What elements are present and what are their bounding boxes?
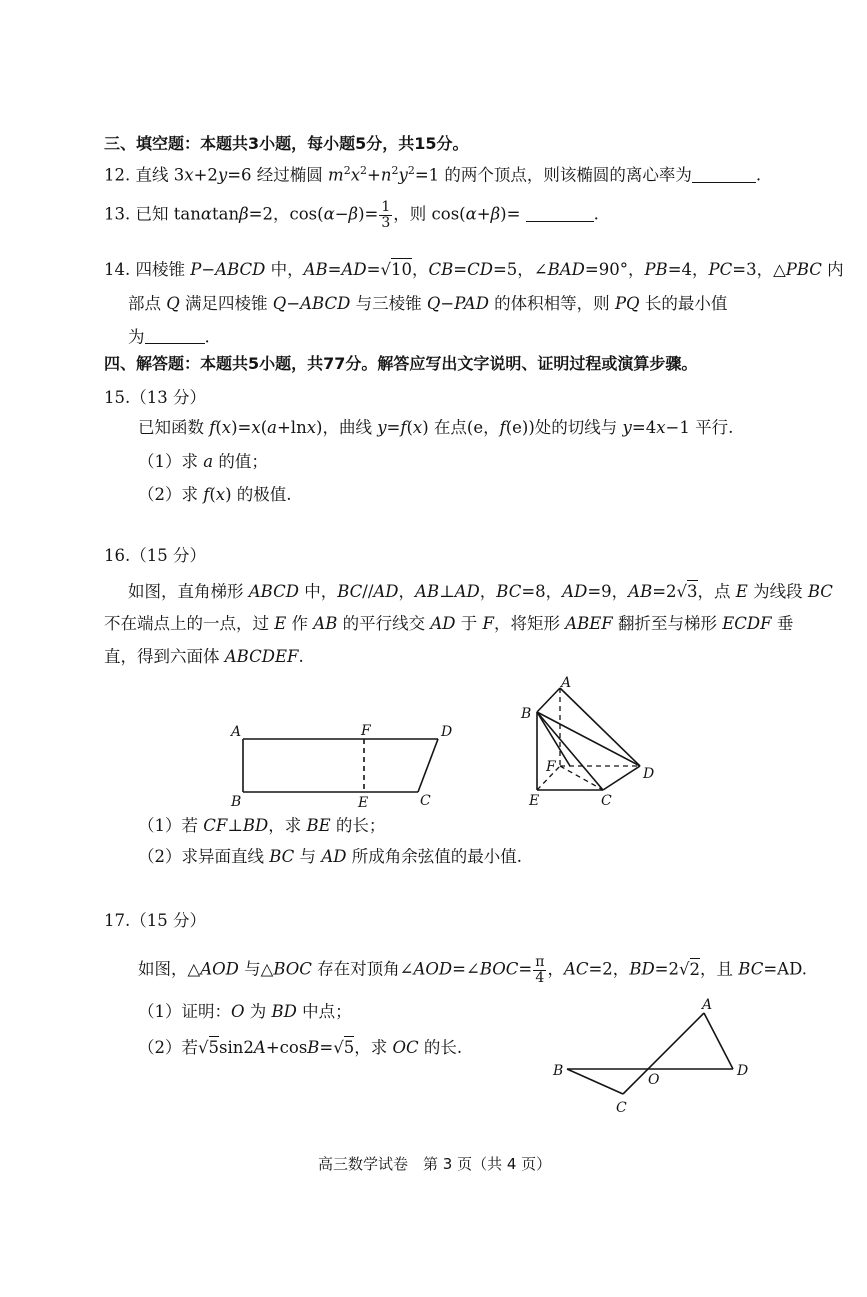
question-16-stem-line-2: 不在端点上的一点，过 E 作 AB 的平行线交 AD 于 F，将矩形 ABEF 翻折至与梯形 ECDF 垂 (104, 614, 794, 633)
label-B: B (231, 794, 242, 810)
question-15-stem: 已知函数 f(x)=x(a+lnx)，曲线 y=f(x) 在点(e，f(e))处的切线与 y=4x−1 平行. (138, 418, 734, 437)
question-17-stem: 如图，△AOD 与△BOC 存在对顶角∠AOD=∠BOC= $\frac{\pi}{4}$ ，AC=2，BD=2√2，且 BC=AD. (138, 954, 807, 986)
section-answer-heading: 四、解答题：本题共5小题，共77分。解答应写出文字说明、证明过程或演算步骤。 (104, 354, 698, 373)
label-B: B (553, 1063, 564, 1079)
question-15-part-2: （2）求 f(x) 的极值. (138, 485, 292, 504)
question-16-stem-line-1: 如图，直角梯形 ABCD 中，BC//AD，AB⊥AD，BC=8，AD=9，AB=2√3，点 E 为线段 BC (128, 582, 833, 601)
fraction-pi-over-4: $\frac{\pi}{4}$ (535, 954, 545, 986)
question-12: 12. 直线 3x+2y=6 经过椭圆 $m^2x^2+n^2y^2=1$ 的两个顶点，则该椭圆的离心率为 . (104, 164, 762, 185)
fraction-one-third: $\frac{1}{3}$ (381, 199, 391, 231)
question-14-line-3: 为 . (128, 327, 210, 347)
question-14-line-1: 14. 四棱锥 P−ABCD 中，AB=AD=√10，CB=CD=5，∠BAD=90°，PB=4，PC=3，△PBC 内 (104, 260, 844, 279)
question-16-part-1: （1）若 CF⊥BD，求 BE 的长； (138, 816, 386, 835)
label-D: D (737, 1063, 749, 1079)
segment-AD (704, 1013, 733, 1069)
question-17-heading: 17.（15 分） (104, 911, 206, 930)
label-F: F (361, 723, 371, 739)
label-D: D (441, 724, 453, 740)
question-13: 13. 已知 tanαtanβ=2，cos(α−β)= $\frac{1}{3}$ ，则 cos(α+β)= . (104, 199, 599, 231)
question-16-heading: 16.（15 分） (104, 546, 206, 565)
label-C: C (616, 1100, 627, 1116)
label-C: C (420, 793, 431, 809)
label-A: A (231, 724, 242, 740)
label-F: F (546, 759, 556, 775)
label-E: E (529, 793, 540, 809)
label-E: E (358, 795, 369, 811)
question-14-line-2: 部点 Q 满足四棱锥 Q−ABCD 与三棱锥 Q−PAD 的体积相等，则 PQ 长的最小值 (128, 294, 728, 313)
question-16-stem-line-3: 直，得到六面体 ABCDEF. (104, 647, 304, 666)
segment-AC (623, 1013, 704, 1094)
label-O: O (648, 1072, 660, 1088)
label-D: D (643, 766, 655, 782)
question-17-part-2: （2）若√5sin2A+cosB=√5，求 OC 的长. (138, 1038, 463, 1057)
label-A: A (561, 675, 572, 691)
question-15-part-1: （1）求 a 的值； (138, 452, 268, 471)
label-B: B (521, 706, 532, 722)
segment-BC (567, 1069, 623, 1094)
page-footer: 高三数学试卷 第 3 页（共 4 页） (318, 1155, 552, 1173)
label-A: A (702, 997, 713, 1013)
section-fill-in-heading: 三、填空题：本题共3小题，每小题5分，共15分。 (104, 134, 469, 153)
question-17-part-1: （1）证明：O 为 BD 中点； (138, 1002, 352, 1021)
question-16-part-2: （2）求异面直线 BC 与 AD 所成角余弦值的最小值. (138, 847, 522, 866)
question-15-heading: 15.（13 分） (104, 388, 206, 407)
label-C: C (601, 793, 612, 809)
